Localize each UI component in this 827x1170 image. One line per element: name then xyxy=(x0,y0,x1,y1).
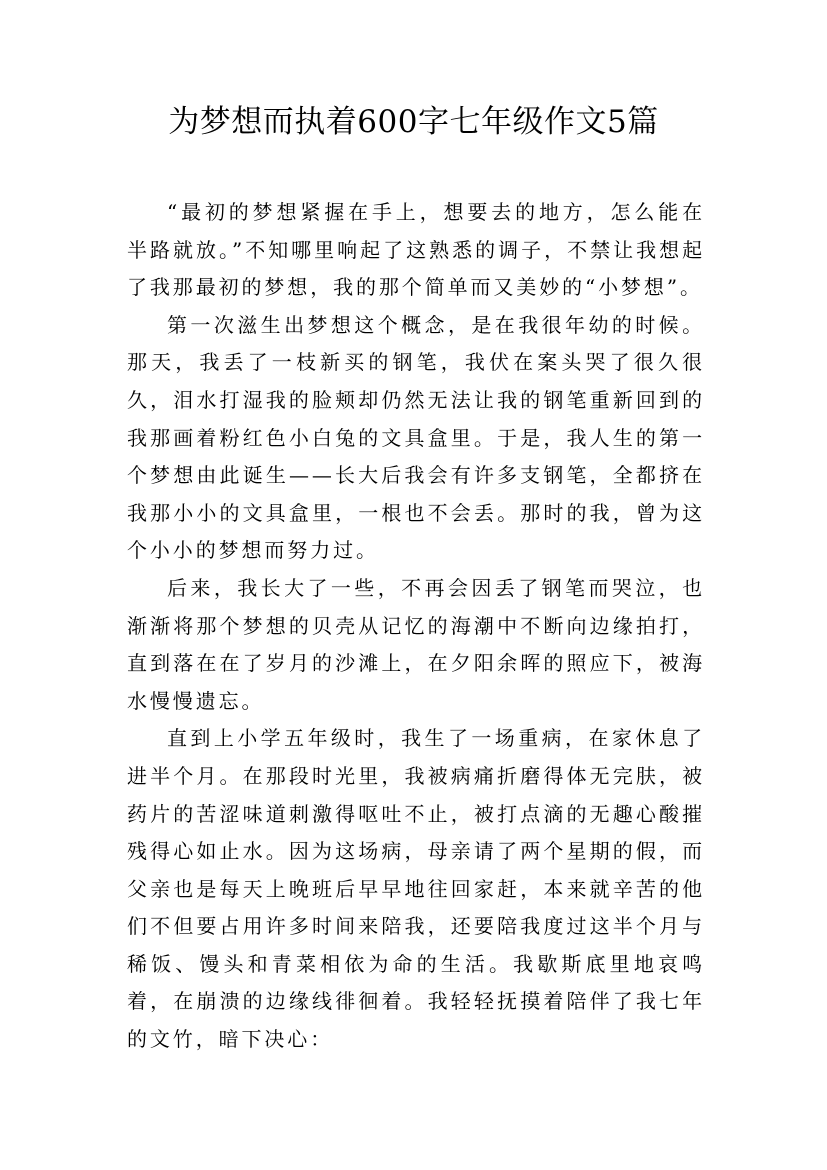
paragraph: 第一次滋生出梦想这个概念，是在我很年幼的时候。那天，我丢了一枝新买的钢笔，我伏在案头哭了很久很久，泪水打湿我的脸颊却仍然无法让我的钢笔重新回到的我那画着粉红色小白兔的文具盒里。于是，我人生的第一个梦想由此诞生——长大后我会有许多支钢笔，全都挤在我那小小的文具盒里，一根也不会丢。那时的我，曾为这个小小的梦想而努力过。 xyxy=(127,312,705,563)
paragraph: 直到上小学五年级时，我生了一场重病，在家休息了进半个月。在那段时光里，我被病痛折磨得体无完肤，被药片的苦涩味道刺激得呕吐不止，被打点滴的无趣心酸摧残得心如止水。因为这场病，母亲请了两个星期的假，而父亲也是每天上晚班后早早地往回家赶，本来就辛苦的他们不但要占用许多时间来陪我，还要陪我度过这半个月与稀饭、馒头和青菜相依为命的生活。我歇斯底里地哀鸣着，在崩溃的边缘线徘徊着。我轻轻抚摸着陪伴了我七年的文竹，暗下决心： xyxy=(127,726,705,1052)
paragraph: “最初的梦想紧握在手上，想要去的地方，怎么能在半路就放。”不知哪里响起了这熟悉的调子，不禁让我想起了我那最初的梦想，我的那个简单而又美妙的“小梦想”。 xyxy=(127,200,705,300)
paragraph: 后来，我长大了一些，不再会因丢了钢笔而哭泣，也渐渐将那个梦想的贝壳从记忆的海潮中不断向边缘拍打，直到落在在了岁月的沙滩上，在夕阳余晖的照应下，被海水慢慢遗忘。 xyxy=(127,575,705,713)
document-body xyxy=(127,194,705,1059)
document-title: 为梦想而执着600字七年级作文5篇 xyxy=(168,104,659,140)
